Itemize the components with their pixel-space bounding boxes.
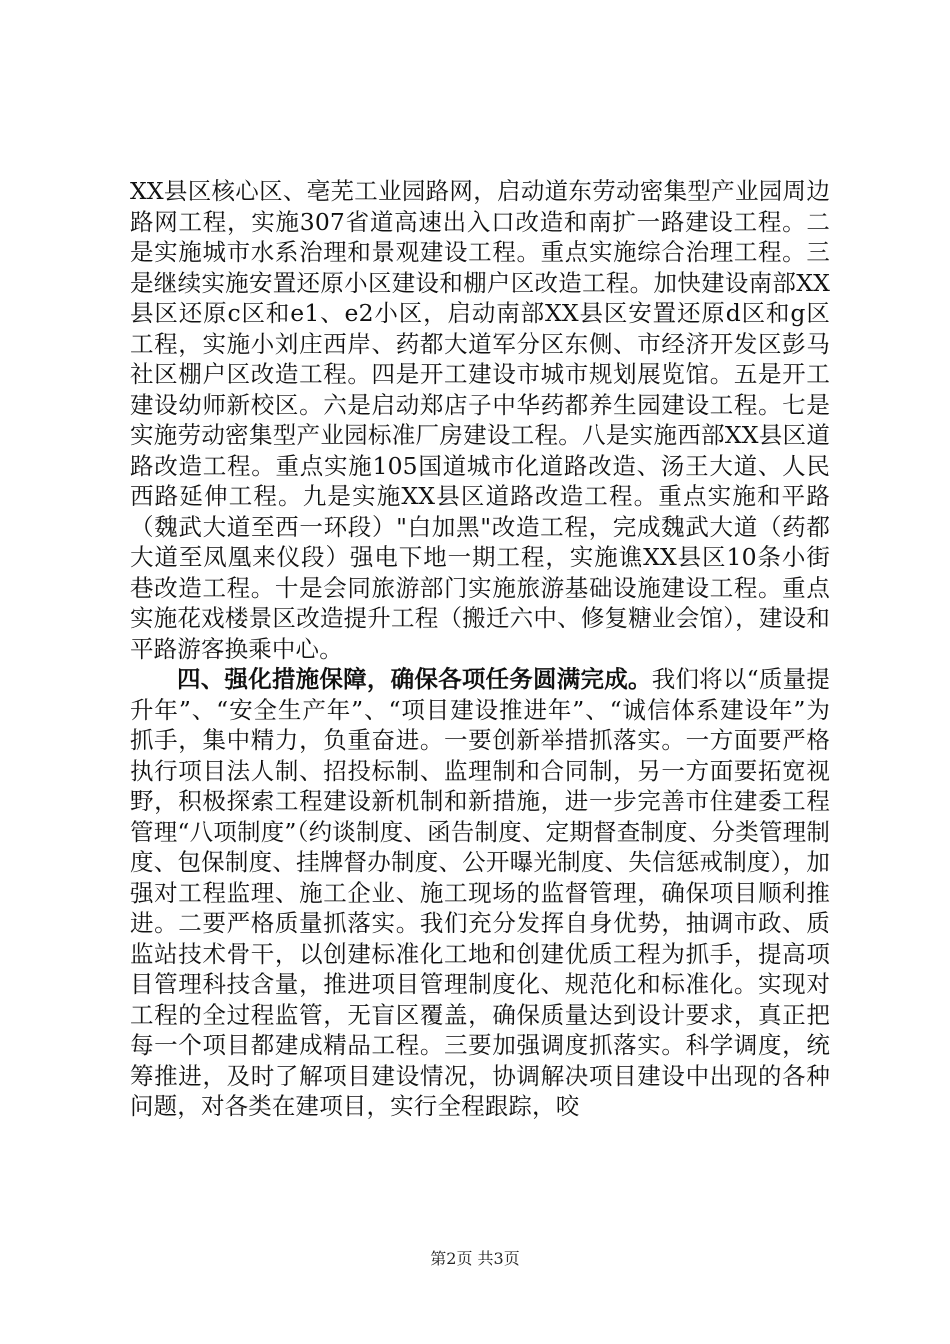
paragraph (130, 664, 830, 1122)
paragraph: XX县区核心区、亳芜工业园路网，启动道东劳动密集型产业园周边路网工程，实施307省道高速出入口改造和南扩一路建设工程。二是实施城市水系治理和景观建设工程。重点实施综合治理工程。三是继续实施安置还原小区建设和棚户区改造工程。加快建设南部XX县区还原c区和e1、e2小区，启动南部XX县区安置还原d区和g区工程，实施小刘庄西岸、药都大道军分区东侧、市经济开发区彭马社区棚户区改造工程。四是开工建设市城市规划展览馆。五是开工建设幼师新校区。六是启动郑店子中华药都养生园建设工程。七是实施劳动密集型产业园标准厂房建设工程。八是实施西部XX县区道路改造工程。重点实施105国道城市化道路改造、汤王大道、人民西路延伸工程。九是实施XX县区道路改造工程。重点实施和平路（魏武大道至西一环段）"白加黑"改造工程，完成魏武大道（药都大道至凤凰来仪段）强电下地一期工程，实施谯XX县区10条小街巷改造工程。十是会同旅游部门实施旅游基础设施建设工程。重点实施花戏楼景区改造提升工程（搬迁六中、修复糖业会馆），建设和平路游客换乘中心。 (130, 177, 830, 663)
section-heading: 四、强化措施保障，确保各项任务圆满完成。 (177, 665, 652, 693)
paragraph-body: 我们将以“质量提升年”、“安全生产年”、“项目建设推进年”、“诚信体系建设年”为抓手，集中精力，负重奋进。一要创新举措抓落实。一方面要严格执行项目法人制、招投标制、监理制和合同制，另一方面要拓宽视野，积极探索工程建设新机制和新措施，进一步完善市住建委工程管理“八项制度”（约谈制度、函告制度、定期督查制度、分类管理制度、包保制度、挂牌督办制度、公开曝光制度、失信惩戒制度），加强对工程监理、施工企业、施工现场的监督管理，确保项目顺利推进。二要严格质量抓落实。我们充分发挥自身优势，抽调市政、质监站技术骨干，以创建标准化工地和创建优质工程为抓手，提高项目管理科技含量，推进项目管理制度化、规范化和标准化。实现对工程的全过程监管，无盲区覆盖，确保质量达到设计要求，真正把每一个项目都建成精品工程。三要加强调度抓落实。科学调度，统筹推进，及时了解项目建设情况，协调解决项目建设中出现的各种问题，对各类在建项目，实行全程跟踪，咬 (130, 665, 831, 1120)
page-footer: 第2页 共3页 (430, 1249, 520, 1268)
document-body (130, 176, 830, 1122)
